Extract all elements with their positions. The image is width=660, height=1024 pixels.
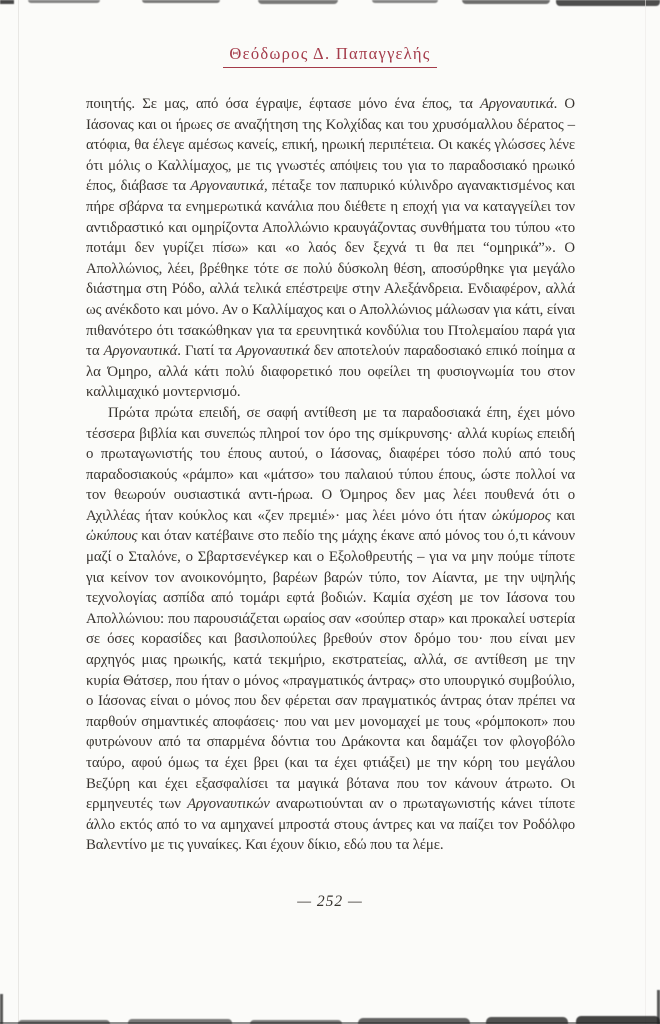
text-run: αναρωτιούνται αν ο πρωταγωνιστής κάνει τίποτε άλλο εκτός από το να αμηχανεί μπροστά στους άντρες και να παίζει τον Ροδόλφο Βαλεντίνο με τις γυναίκες. Και έχουν δίκιο, εδώ που τα λέμε. bbox=[86, 796, 575, 854]
page-number: — 252 — bbox=[297, 893, 363, 910]
text-run: και όταν κατέβαινε στο πεδίο της μάχης έκανε από μόνος του ό,τι κάνουν μαζί ο Σταλόνε, ο Σβαρτσενέγκερ και ο Εξολοθρευτής – για να μην πούμε τίποτε για κείνον τον ανοικονόμητο, βαρέων βαρών τύπο, τον Αίαντα, με την υψηλής τεχνολογίας ασπίδα από τομάρι εφτά βοδιών. Καμία σχέση με τον Ιάσονα του Απολλώνιου: που παρουσιάζεται ωραίος σαν «σούπερ σταρ» και προκαλεί υστερία σε όσες κορασίδες και βασιλοπούλες βρεθούν στον δρόμο του· που είναι μεν αρχηγός μιας ηρωικής, κατά τεκμήριο, εκστρατείας, αλλά, σε αντίθεση με την κυρία Θάτσερ, που ήταν ο μόνος «πραγματικός άντρας» στο υπουργικό συμβούλιο, ο Ιάσονας είναι ο μόνος που δεν φέρεται σαν πραγματικός άντρας όταν πρέπει να παρθούν σημαντικές αποφάσεις· που ναι μεν μονομαχεί με τους «ρόμποκοπ» που φυτρώνουν από τα σπαρμένα δόντια του Δράκοντα και δαμάζει τον φλογοβόλο ταύρο, αφού όμως τα έχει βρει (και τα έχει φτιάξει) με την κόρη του μεγάλου Βεζύρη και έχει εξασφαλίσει τα μαγικά βότανα που τον κάνουν άτρωτο. Οι ερμηνευτές των bbox=[86, 528, 575, 813]
italic-text-run: Αργοναυτικά bbox=[103, 343, 178, 360]
running-header bbox=[0, 44, 660, 68]
text-run: . Γιατί τα bbox=[177, 343, 236, 360]
text-run: και bbox=[550, 507, 576, 524]
italic-text-run: Αργοναυτικά bbox=[190, 178, 264, 195]
body-text bbox=[86, 94, 575, 856]
text-run: δεν αποτελούν παραδοσιακό επικό ποίημα α λα Όμηρο, αλλά κάτι πολύ διαφορετικό που οφείλει τη φυσιογνωμία του στον καλλιμαχικό μοντερνισμό. bbox=[86, 343, 575, 401]
text-run: , πέταξε τον παπυρικό κύλινδρο αγανακτισμένος και πήρε σβάρνα τα ενημερωτικά κανάλια που διέθετε η εποχή για να καταγγείλει τον αντιδραστικό και ομηρίζοντα Απολλώνιο κραυγάζοντας συνθήματα του τύπου «το ποτάμι δεν γυρίζει πίσω» και «ο λαός δεν ξεχνά τι θα πει “ομηρικά”». Ο Απολλώνιος, λέει, βρέθηκε τότε σε πολύ δύσκολη θέση, αποσύρθηκε για μεγάλο διάστημα στη Ρόδο, αλλά τελικά επέστρεψε στην Αλεξάνδρεια. Ενδιαφέρον, αλλά ως ανέκδοτο και μόνο. Αν ο Καλλίμαχος και ο Απολλώνιος μάλωσαν για κάτι, είναι πιθανότερο ότι τσακώθηκαν για τα ερευνητικά κονδύλια του Πτολεμαίου παρά για τα bbox=[86, 178, 575, 360]
text-run: Πρώτα πρώτα επειδή, σε σαφή αντίθεση με τα παραδοσιακά έπη, έχει μόνο τέσσερα βιβλία και συνεπώς πληροί τον όρο της σμίκρυνσης· αλλά κυρίως επειδή ο πρωταγωνιστής του έπους αυτού, ο Ιάσονας, διαφέρει τόσο πολύ από τους παραδοσιακούς «ράμπο» και «μάτσο» του παλαιού τύπου έπους, ώστε πολλοί να τον θεωρούν ουσιαστικά αντι-ήρωα. Ο Όμηρος δεν μας λέει πουθενά ότι ο Αχιλλέας ήταν κούκλος και «ζεν πρεμιέ»· μας λέει μόνο ότι ήταν bbox=[86, 404, 575, 524]
paragraph bbox=[86, 403, 575, 856]
text-run: . Ο Ιάσονας και οι ήρωες σε αναζήτηση της Κολχίδας και του χρυσόμαλλου δέρατος – ατόφια, θα έλεγε αμέσως κανείς, επική, ηρωική περιπέτεια. Οι κακές γλώσσες λένε ότι μόλις ο Καλλίμαχος, με τις γνωστές απόψεις του για το παραδοσιακό ηρωικό έπος, διάβασε τα bbox=[86, 96, 575, 195]
paragraph bbox=[86, 94, 575, 403]
text-run: ποιητής. Σε μας, από όσα έγραψε, έφτασε μόνο ένα έπος, τα bbox=[86, 96, 480, 112]
italic-text-run: Αργοναυτικά bbox=[479, 96, 554, 112]
scan-line-left bbox=[18, 0, 19, 1024]
italic-text-run: Αργοναυτικά bbox=[235, 343, 310, 360]
scan-artifact-top-edge bbox=[0, 0, 660, 10]
italic-text-run: Αργοναυτικών bbox=[187, 796, 270, 813]
italic-text-run: ὠκύμορος bbox=[491, 507, 551, 524]
italic-text-run: ὠκύπους bbox=[86, 528, 138, 545]
scan-artifact-bottom-edge bbox=[0, 1010, 660, 1024]
scan-line-right bbox=[645, 0, 646, 1024]
page-title: Θεόδωρος Δ. Παπαγγελής bbox=[223, 44, 436, 68]
